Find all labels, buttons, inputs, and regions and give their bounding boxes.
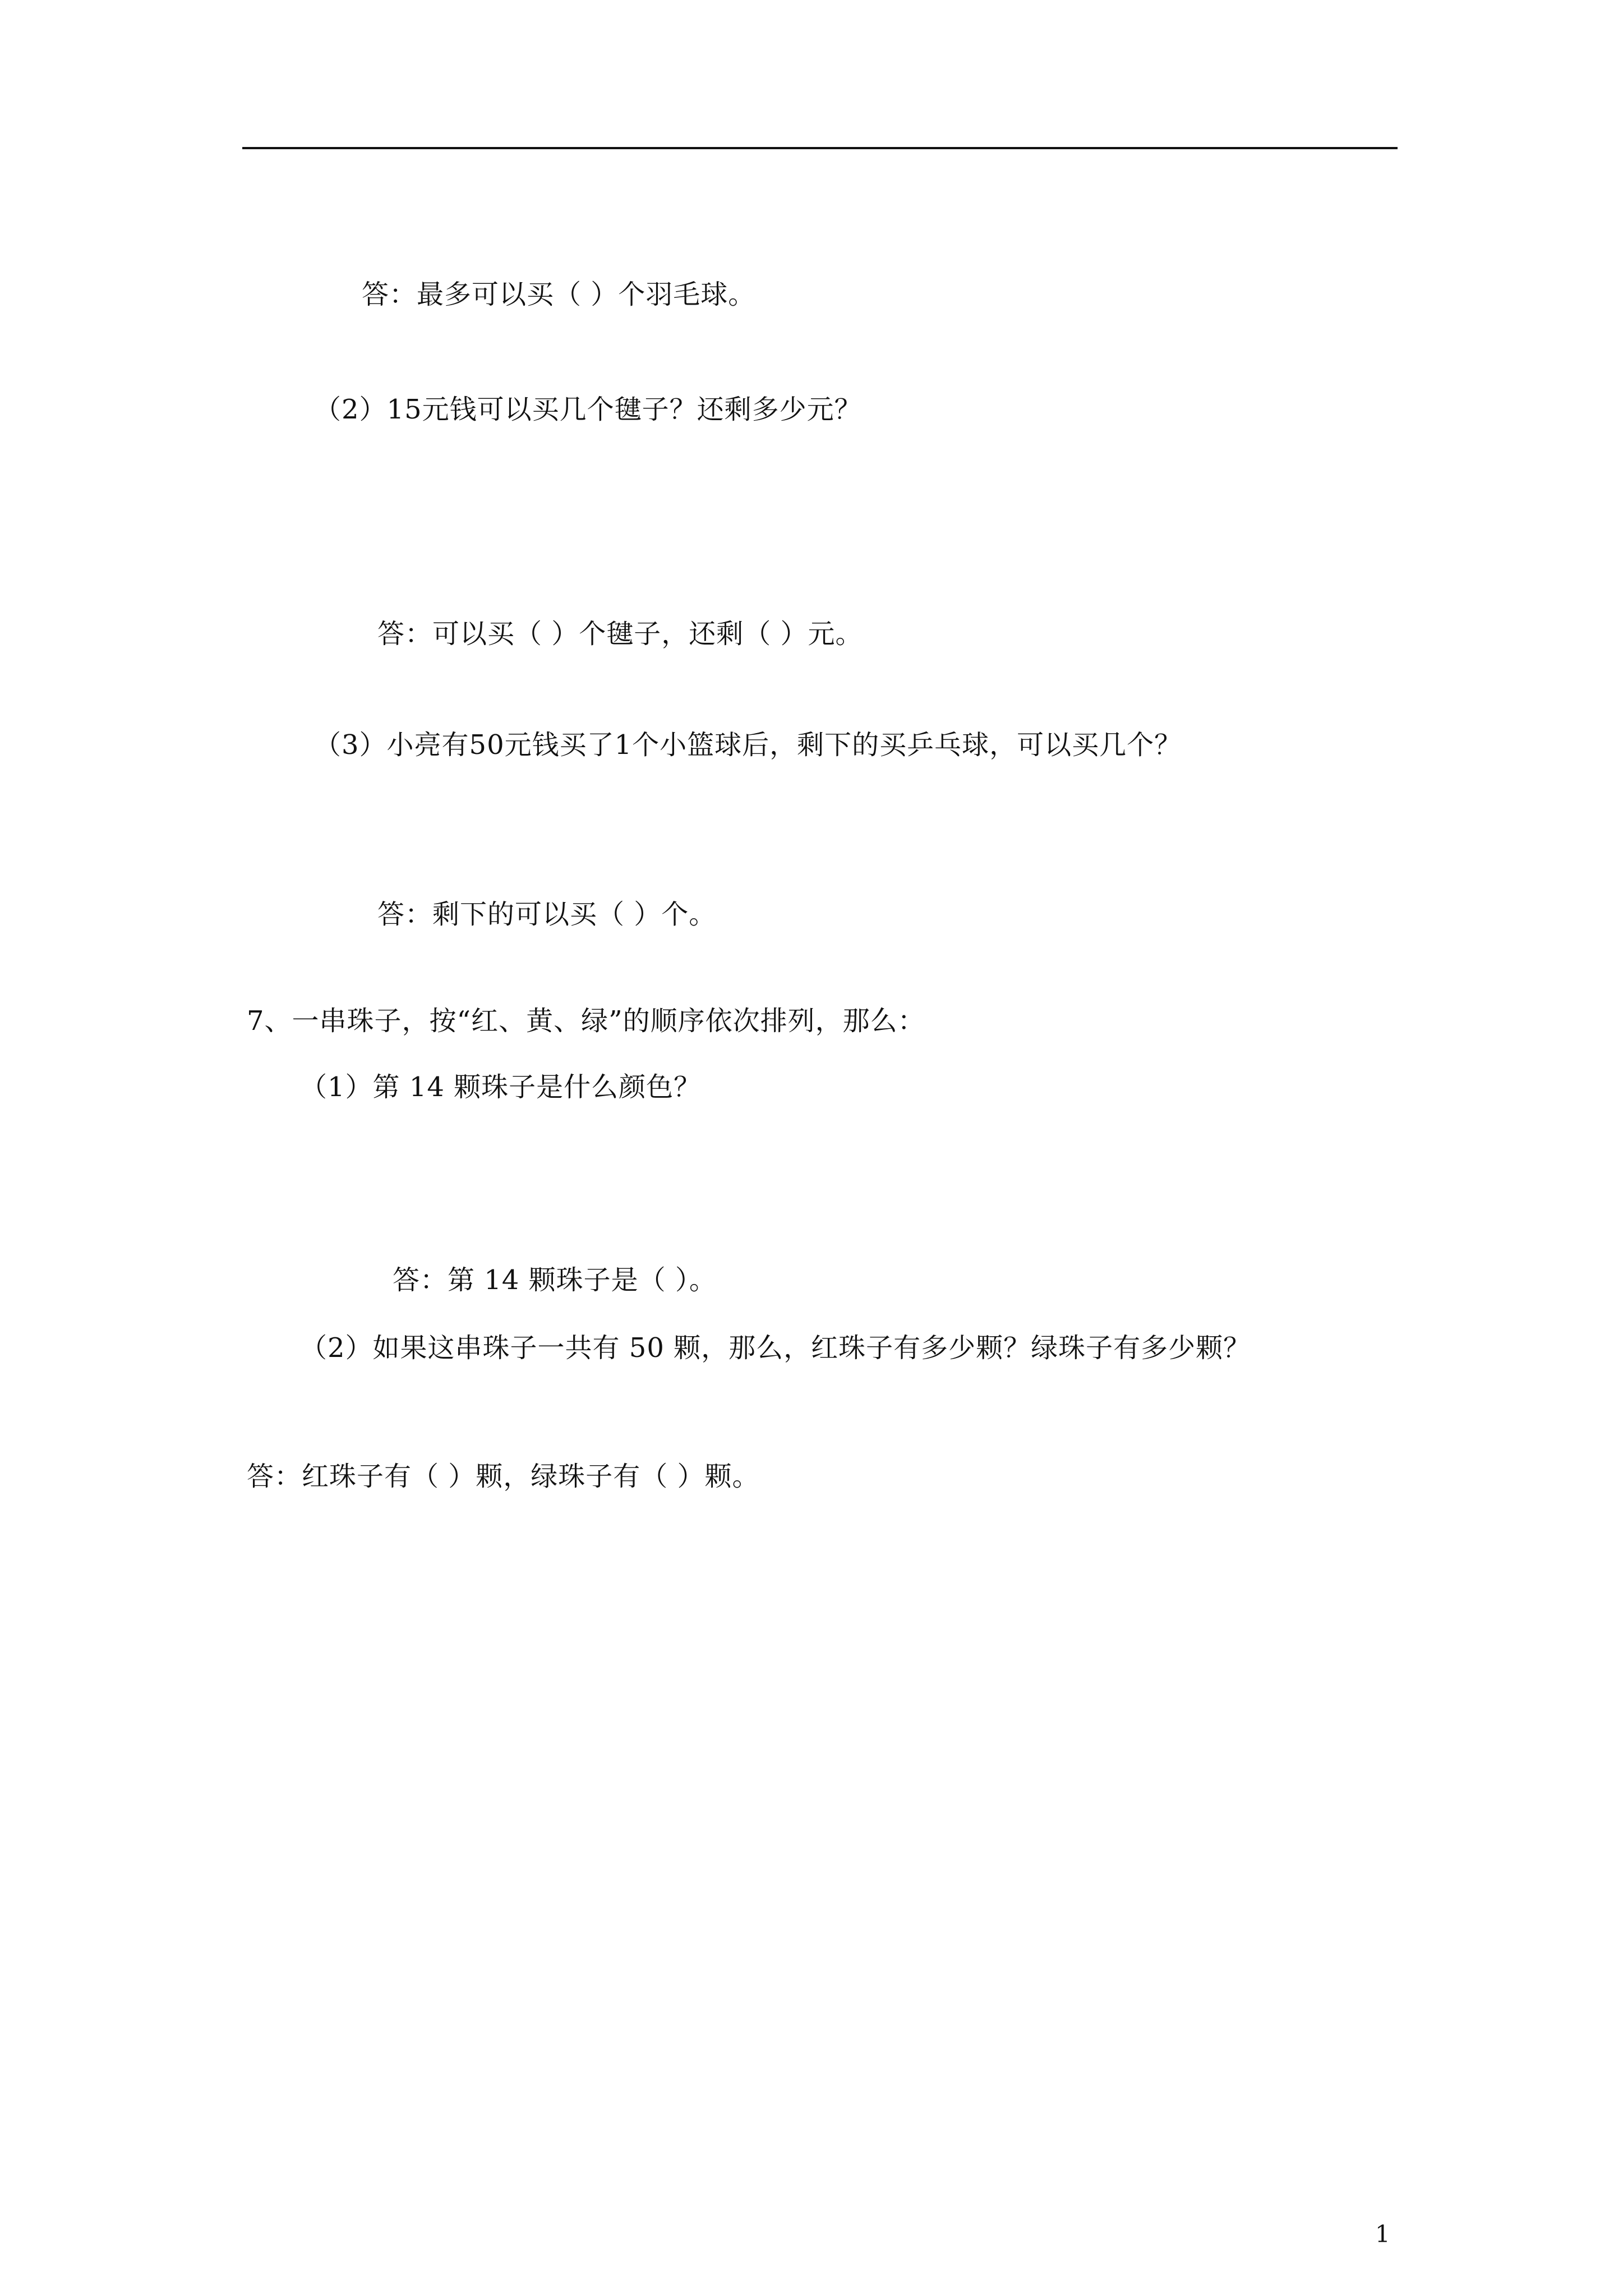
answer-line-7-part-1: 答：第 14 颗珠子是（ ）。: [393, 1264, 717, 1296]
question-shuttlecock: （2）15元钱可以买几个毽子？还剩多少元？: [314, 394, 862, 425]
answer-line-shuttlecock: 答：可以买（ ）个毽子，还剩（ ）元。: [377, 618, 863, 650]
page-number: 1: [1375, 2220, 1390, 2248]
answer-line-pingpong: 答：剩下的可以买（ ）个。: [377, 899, 717, 930]
question-7-beads: 7、一串珠子，按“红、黄、绿”的顺序依次排列，那么：: [247, 1005, 925, 1037]
answer-line-7-part-2: 答：红珠子有（ ）颗，绿珠子有（ ）颗。: [247, 1461, 760, 1492]
question-pingpong: （3）小亮有50元钱买了1个小篮球后，剩下的买乒乓球，可以买几个？: [314, 729, 1182, 761]
answer-line-badminton: 答：最多可以买（ ）个羽毛球。: [362, 279, 756, 310]
question-7-part-1: （1）第 14 颗珠子是什么颜色？: [300, 1071, 702, 1103]
header-rule: [242, 147, 1398, 149]
question-7-part-2: （2）如果这串珠子一共有 50 颗，那么，红珠子有多少颗？绿珠子有多少颗？: [300, 1332, 1251, 1364]
